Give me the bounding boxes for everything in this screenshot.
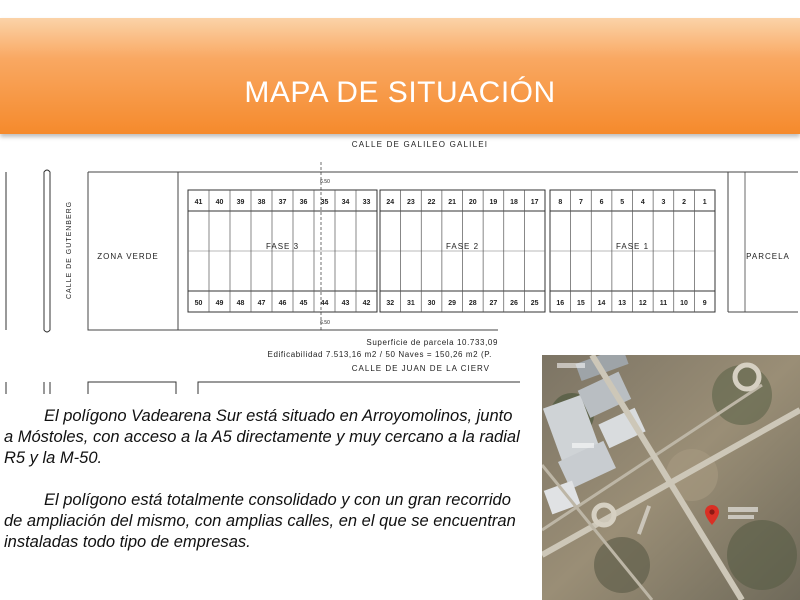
lot-number-top: 22: [427, 199, 436, 206]
lot-number-bottom: 26: [510, 300, 518, 307]
lot-number-top: 17: [530, 199, 539, 206]
lot-number-bottom: 27: [489, 300, 498, 307]
lot-number-bottom: 31: [407, 300, 415, 307]
buildability-text: Edificabilidad 7.513,16 m2 / 50 Naves = 150,26 m2 (P.: [267, 350, 492, 359]
lot-number-top: 38: [257, 199, 266, 206]
lot-number-top: 8: [558, 199, 563, 206]
lot-number-top: 41: [194, 199, 203, 206]
zone-left-label: ZONA VERDE: [97, 252, 159, 261]
lot-number-bottom: 11: [659, 300, 668, 307]
phase-blocks: [188, 190, 715, 312]
lot-number-bottom: 28: [468, 300, 477, 307]
lot-number-top: 39: [236, 199, 245, 206]
street-left-label: CALLE DE GUTENBERG: [66, 200, 73, 299]
lot-number-bottom: 42: [362, 300, 371, 307]
lot-number-top: 3: [661, 199, 666, 206]
surface-text: Superficie de parcela 10.733,09: [366, 338, 498, 347]
lot-number-bottom: 29: [448, 300, 457, 307]
zone-right-label: PARCELA: [746, 252, 790, 261]
lot-number-bottom: 50: [194, 300, 203, 307]
lot-number-top: 6: [599, 199, 604, 206]
lot-number-bottom: 30: [427, 300, 436, 307]
lot-number-bottom: 25: [530, 300, 539, 307]
lot-number-top: 21: [448, 199, 457, 206]
lot-number-top: 5: [620, 199, 625, 206]
lot-number-bottom: 32: [386, 300, 395, 307]
lot-number-top: 36: [299, 199, 308, 206]
lot-number-bottom: 15: [577, 300, 585, 307]
dim-label-bottom: 6.50: [320, 320, 330, 326]
lot-number-bottom: 14: [597, 300, 606, 307]
lot-number-top: 24: [386, 199, 395, 206]
lot-number-top: 1: [702, 199, 707, 206]
lot-number-top: 23: [407, 199, 415, 206]
lot-number-top: 37: [278, 199, 287, 206]
lot-number-top: 20: [468, 199, 477, 206]
lot-number-bottom: 13: [618, 300, 627, 307]
lot-number-top: 35: [320, 199, 329, 206]
satellite-map-image: [542, 355, 800, 600]
lot-number-bottom: 45: [299, 300, 308, 307]
lot-number-bottom: 9: [702, 300, 707, 307]
lot-number-bottom: 16: [556, 300, 565, 307]
lot-number-top: 33: [362, 199, 371, 206]
lot-number-top: 2: [682, 199, 687, 206]
phase-label: FASE 1: [615, 242, 650, 251]
lot-number-top: 19: [489, 199, 498, 206]
slide-title: MAPA DE SITUACIÓN: [244, 76, 556, 109]
phase-label: FASE 3: [265, 242, 300, 251]
title-banner: [0, 18, 800, 134]
satellite-map[interactable]: [542, 355, 800, 600]
lot-number-bottom: 43: [341, 300, 350, 307]
street-bottom-label: CALLE DE JUAN DE LA CIERV: [351, 364, 490, 373]
lot-number-top: 4: [640, 199, 645, 206]
lot-number-bottom: 10: [680, 300, 688, 307]
lot-number-top: 34: [341, 199, 350, 206]
lot-number-bottom: 49: [215, 300, 224, 307]
lot-number-bottom: 12: [638, 300, 647, 307]
lot-number-bottom: 47: [257, 300, 266, 307]
description-paragraph-2: El polígono está totalmente consolidado y con un gran recorrido de ampliación del mismo, con amplias calles, en el que se encuentran instaladas todo tipo de empresas.: [4, 491, 516, 551]
lot-number-bottom: 48: [236, 300, 245, 307]
description: [4, 406, 524, 574]
street-top-label: CALLE DE GALILEO GALILEI: [351, 140, 489, 149]
dim-label-top: 6.50: [320, 179, 330, 185]
lot-number-top: 40: [215, 199, 224, 206]
lot-number-bottom: 44: [320, 300, 329, 307]
phase-label: FASE 2: [445, 242, 480, 251]
lot-number-bottom: 46: [278, 300, 287, 307]
map-pin-icon[interactable]: [705, 505, 719, 525]
lot-number-top: 18: [510, 199, 518, 206]
description-paragraph-1: El polígono Vadearena Sur está situado en Arroyomolinos, junto a Móstoles, con acceso a la A5 directamente y muy cercano a la radial R5 y la M-50.: [4, 407, 520, 467]
lot-number-top: 7: [578, 199, 583, 206]
